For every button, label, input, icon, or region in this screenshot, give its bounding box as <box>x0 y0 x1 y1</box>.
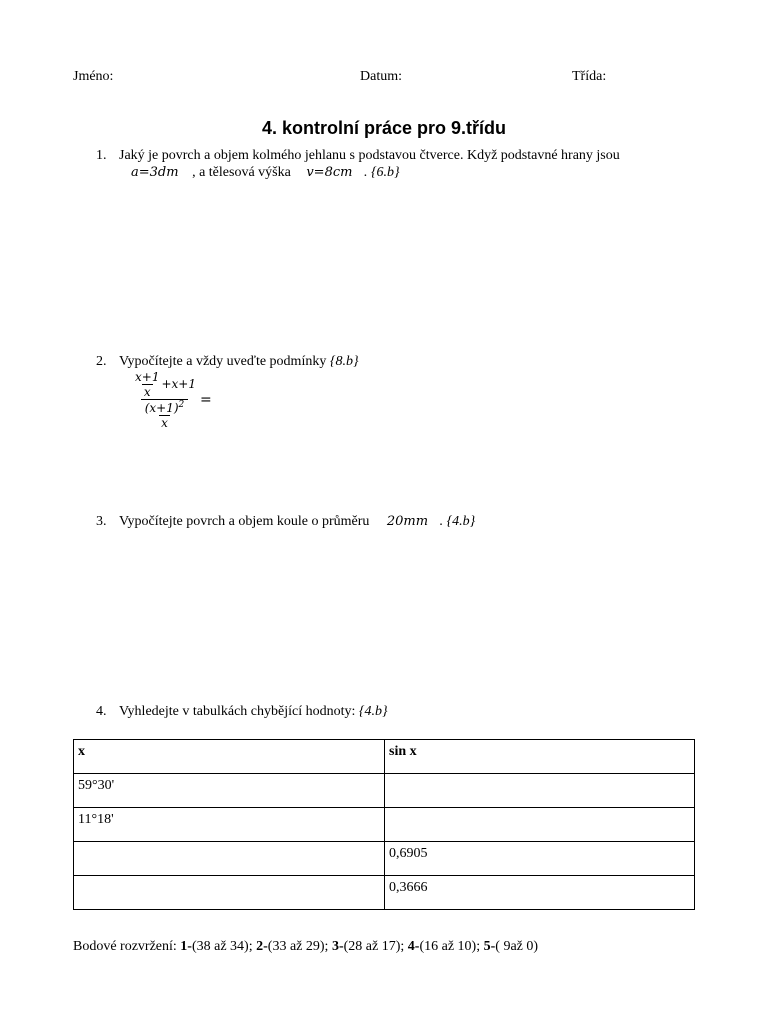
grade-2: 2- <box>256 939 268 954</box>
table-cell[interactable] <box>74 842 385 876</box>
table-cell[interactable] <box>74 808 385 842</box>
cell-text: 11°18' <box>78 812 114 827</box>
q3-number: 3. <box>96 514 107 529</box>
grade-1-range: (38 až 34); <box>191 939 257 954</box>
cell-text: 59°30' <box>78 778 115 793</box>
table-cell[interactable] <box>385 842 695 876</box>
table-header-x <box>74 740 385 774</box>
grade-3-range: (28 až 17); <box>343 939 408 954</box>
q2-text: Vypočítejte a vždy uveďte podmínky <box>119 354 327 369</box>
q4-text: Vyhledejte v tabulkách chybějící hodnoty: <box>119 704 356 719</box>
header-sin-text: sin x <box>389 744 417 759</box>
grade-4: 4- <box>407 939 420 954</box>
grade-5: 5- <box>483 939 496 954</box>
table-row <box>74 774 695 808</box>
q3-line <box>119 514 475 530</box>
table-header-sin <box>385 740 695 774</box>
q2-plus-term: +x+1 <box>161 377 196 391</box>
q3-text: Vypočítejte povrch a objem koule o průměru <box>119 514 370 529</box>
grade-4-range: (16 až 10); <box>419 939 484 954</box>
q4-number: 4. <box>96 704 107 719</box>
table-cell[interactable] <box>74 774 385 808</box>
q2-den-numerator <box>143 400 187 415</box>
q2-points: {8.b} <box>329 354 359 369</box>
table-cell[interactable] <box>385 808 695 842</box>
cell-text <box>78 842 380 846</box>
date-label: Datum: <box>360 69 402 84</box>
table-row <box>74 842 695 876</box>
q2-inner-numerator: x+1 <box>135 370 160 384</box>
q1-line2 <box>131 165 400 181</box>
q2-text-line <box>119 354 359 370</box>
table-cell[interactable] <box>385 774 695 808</box>
q2-numerator <box>131 370 198 399</box>
table-cell[interactable] <box>385 876 695 910</box>
q1-text: Jaký je povrch a objem kolmého jehlanu s podstavou čtverce. Když podstavné hrany jsou <box>119 148 620 163</box>
cell-text <box>78 876 380 880</box>
grading-scale <box>73 939 538 955</box>
q1-math-v: v=8cm <box>306 165 353 180</box>
grade-2-range: (33 až 29); <box>267 939 332 954</box>
header-x-text: x <box>78 744 85 759</box>
q4-points: {4.b} <box>358 704 388 719</box>
q3-math: 20mm <box>386 514 429 529</box>
q2-inner-denominator: x <box>143 385 151 399</box>
q2-number: 2. <box>96 354 107 369</box>
q1-math-a: a=3dm <box>131 165 179 180</box>
q1-number: 1. <box>96 148 107 163</box>
table-header-row <box>74 740 695 774</box>
name-label: Jméno: <box>73 69 114 84</box>
q1-points: . {6.b} <box>363 165 400 180</box>
q2-equals-sign: = <box>199 391 212 408</box>
cell-text: 0,6905 <box>389 846 428 861</box>
grading-label: Bodové rozvržení: <box>73 939 181 954</box>
q2-main-fraction <box>131 370 198 430</box>
q2-den-denominator: x <box>161 416 168 430</box>
cell-text <box>389 808 690 812</box>
grade-1: 1- <box>180 939 192 954</box>
page-title: 4. kontrolní práce pro 9.třídu <box>261 118 507 138</box>
q2-denominator <box>141 399 189 430</box>
sine-table <box>73 739 695 910</box>
class-label: Třída: <box>572 69 607 84</box>
table-row <box>74 808 695 842</box>
cell-text: 0,3666 <box>389 880 428 895</box>
q2-expression <box>131 370 212 430</box>
q3-points: . {4.b} <box>439 514 476 529</box>
table-row <box>74 876 695 910</box>
q2-den-exponent: 2 <box>178 400 185 410</box>
grade-5-range: ( 9až 0) <box>495 939 539 954</box>
q2-den-base: (x+1) <box>144 401 179 415</box>
grade-3: 3- <box>331 939 344 954</box>
table-cell[interactable] <box>74 876 385 910</box>
q2-inner-fraction <box>133 370 161 399</box>
q4-line <box>119 704 388 720</box>
q2-denominator-fraction <box>143 400 187 430</box>
cell-text <box>389 774 690 778</box>
q1-text-mid: , a tělesová výška <box>192 165 291 180</box>
